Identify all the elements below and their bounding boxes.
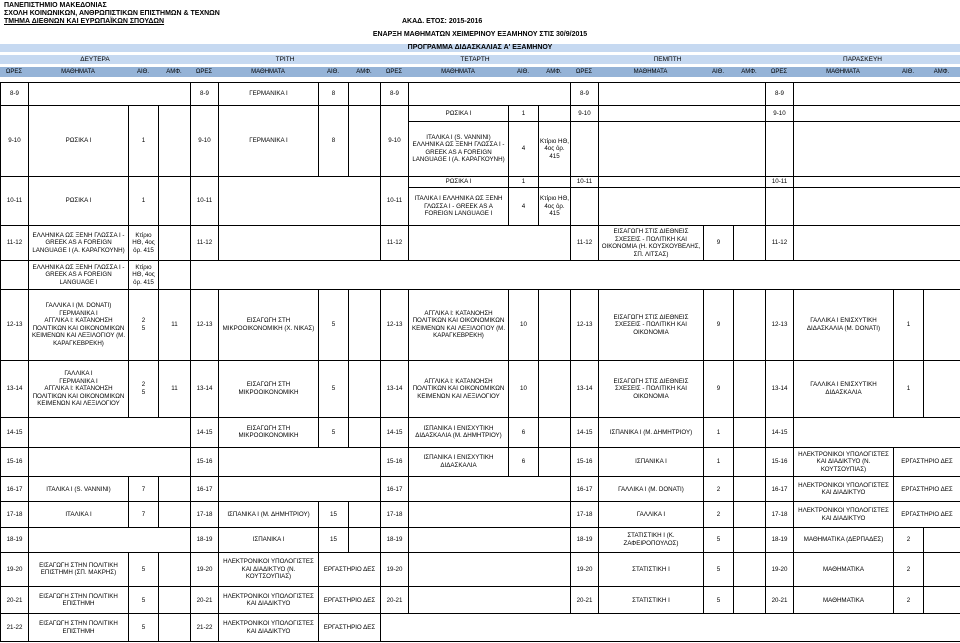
empty-cell [409, 225, 571, 260]
hour-cell: 15-16 [1, 447, 29, 477]
room-cell: ΕΡΓΑΣΤΗΡΙΟ ΔΕΣ [319, 587, 381, 614]
room-cell: 2 [704, 502, 734, 527]
room-cell: 7 [129, 502, 159, 527]
room-cell: 15 [319, 527, 349, 552]
program-title: ΠΡΟΓΡΑΜΜΑ ΔΙΔΑΣΚΑΛΙΑΣ Α' ΕΞΑΜΗΝΟΥ [0, 44, 960, 52]
room-cell: 8 [319, 105, 349, 176]
course-cell: ΙΤΑΛΙΚΑ Ι ΕΛΛΗΝΙΚΑ ΩΣ ΞΕΝΗ ΓΛΩΣΣΑ Ι - GREEK AS A FOREIGN LANGUAGE I [409, 188, 509, 226]
hour-cell: 10-11 [191, 176, 219, 225]
room-cell: ΕΡΓΑΣΤΗΡΙΟ ΔΕΣ [894, 477, 960, 502]
empty-cell [29, 447, 191, 477]
hour-cell: 16-17 [571, 477, 599, 502]
course-cell: ΕΙΣΑΓΩΓΗ ΣΤΙΣ ΔΙΕΘΝΕΙΣ ΣΧΕΣΕΙΣ - ΠΟΛΙΤΙΚΗ ΚΑΙ ΟΙΚΟΝΟΜΙΑ [599, 289, 704, 360]
hour-cell: 16-17 [766, 477, 794, 502]
hours-header: ΩΡΕΣ [770, 69, 788, 75]
hour-cell: 15-16 [381, 447, 409, 477]
hour-cell: 20-21 [571, 587, 599, 614]
room-cell: 2 [894, 527, 924, 552]
empty-cell [349, 360, 381, 417]
empty-cell [794, 188, 960, 226]
course-cell: ΙΣΠΑΝΙΚΑ Ι [219, 527, 319, 552]
room-cell: 1 [509, 105, 539, 121]
hours-header: ΩΡΕΣ [385, 69, 403, 75]
hours-header: ΩΡΕΣ [575, 69, 593, 75]
course-cell: ΕΙΣΑΓΩΓΗ ΣΤΗΝ ΠΟΛΙΤΙΚΗ ΕΠΙΣΤΗΜΗ [29, 614, 129, 642]
hour-cell: 15-16 [766, 447, 794, 477]
hour-cell: 9-10 [571, 105, 599, 121]
room-cell: 9 [704, 360, 734, 417]
room-cell: 5 [704, 527, 734, 552]
hour-cell: 19-20 [571, 552, 599, 586]
hour-cell: 12-13 [571, 289, 599, 360]
empty-cell [29, 83, 191, 106]
hour-cell: 13-14 [1, 360, 29, 417]
empty-cell [924, 360, 960, 417]
course-cell: ΗΛΕΚΤΡΟΝΙΚΟΙ ΥΠΟΛΟΓΙΣΤΕΣ ΚΑΙ ΔΙΑΔΙΚΤΥΟ (Ν. ΚΟΥΤΣΟΥΠΙΑΣ) [794, 447, 894, 477]
course-cell: ΙΣΠΑΝΙΚΑ Ι ΕΝΙΣΧΥΤΙΚΗ ΔΙΔΑΣΚΑΛΙΑ (Μ. ΔΗΜΗΤΡΙΟΥ) [409, 417, 509, 447]
room-cell: 5 [319, 360, 349, 417]
room-cell: Κτίριο ΗΘ, 4ος όρ. 415 [129, 225, 159, 260]
hour-cell: 10-11 [1, 176, 29, 225]
hour-cell: 8-9 [766, 83, 794, 106]
room-cell: 1 [704, 447, 734, 477]
empty-cell [599, 188, 766, 226]
hour-cell: 20-21 [1, 587, 29, 614]
hour-cell: 17-18 [1, 502, 29, 527]
hour-cell: 13-14 [766, 360, 794, 417]
empty-cell [794, 105, 960, 121]
table-row [1, 105, 960, 121]
empty-cell [734, 360, 766, 417]
room-cell: 6 [509, 447, 539, 477]
room-cell: 9 [704, 225, 734, 260]
empty-cell [349, 105, 381, 176]
empty-cell [539, 289, 571, 360]
hour-cell: 8-9 [381, 83, 409, 106]
hour-cell: 18-19 [381, 527, 409, 552]
course-cell: ΕΙΣΑΓΩΓΗ ΣΤΙΣ ΔΙΕΘΝΕΙΣ ΣΧΕΣΕΙΣ - ΠΟΛΙΤΙΚΗ ΚΑΙ ΟΙΚΟΝΟΜΙΑ (Η. ΚΟΥΣΚΟΥΒΕΛΗΣ, ΣΠ. ΛΙΤΣΑΣ) [599, 225, 704, 260]
course-line: ΓΑΛΛΙΚΑ Ι [64, 370, 93, 378]
empty-cell [794, 83, 960, 106]
empty-cell [794, 417, 960, 447]
table-row [1, 225, 960, 260]
empty-cell [219, 225, 381, 260]
hour-cell: 20-21 [766, 587, 794, 614]
course-line: ΑΓΓΛΙΚΑ Ι: ΚΑΤΑΝΟΗΣΗ ΠΟΛΙΤΙΚΩΝ ΚΑΙ ΟΙΚΟΝΟΜΙΚΩΝ ΚΕΙΜΕΝΩΝ ΚΑΙ ΛΕΞΙΛΟΓΙΟΥ (Μ. ΚΑΡΑΓΚΕΒΡΕΚΗ) [31, 317, 126, 347]
table-row [1, 447, 960, 477]
course-cell: ΕΙΣΑΓΩΓΗ ΣΤΙΣ ΔΙΕΘΝΕΙΣ ΣΧΕΣΕΙΣ - ΠΟΛΙΤΙΚΗ ΚΑΙ ΟΙΚΟΝΟΜΙΑ [599, 360, 704, 417]
course-line: ΓΕΡΜΑΝΙΚΑ Ι [59, 377, 98, 385]
course-cell [29, 360, 129, 417]
hour-cell: 18-19 [766, 527, 794, 552]
empty-cell [734, 552, 766, 586]
room-cell: 5 [129, 614, 159, 642]
empty-cell [29, 417, 191, 447]
room-header: ΑΙΘ. [136, 69, 149, 75]
empty-cell [159, 552, 191, 586]
room-cell: 10 [509, 360, 539, 417]
hour-cell: 19-20 [1, 552, 29, 586]
hour-cell: 13-14 [571, 360, 599, 417]
amph-header: ΑΜΦ. [546, 69, 562, 75]
academic-year: ΑΚΑΔ. ΕΤΟΣ: 2015-2016 [402, 18, 483, 25]
empty-cell [191, 261, 960, 290]
hour-cell: 17-18 [766, 502, 794, 527]
empty-cell [159, 105, 191, 176]
course-cell: ΣΤΑΤΙΣΤΙΚΗ Ι (Κ. ΖΑΦΕΙΡΟΠΟΥΛΟΣ) [599, 527, 704, 552]
empty-cell [159, 614, 191, 642]
room-line: 2 [141, 381, 146, 389]
course-cell: ΓΕΡΜΑΝΙΚΑ Ι [219, 105, 319, 176]
room-header: ΑΙΘ. [711, 69, 724, 75]
room-cell: 1 [129, 105, 159, 176]
empty-cell [159, 261, 191, 290]
hour-cell: 21-22 [1, 614, 29, 642]
hour-cell: 11-12 [191, 225, 219, 260]
hour-cell: 17-18 [381, 502, 409, 527]
empty-cell [924, 289, 960, 360]
empty-cell [409, 477, 571, 502]
course-cell: ΗΛΕΚΤΡΟΝΙΚΟΙ ΥΠΟΛΟΓΙΣΤΕΣ ΚΑΙ ΔΙΑΔΙΚΤΥΟ [794, 477, 894, 502]
amph-header: ΑΜΦ. [166, 69, 182, 75]
empty-cell [539, 360, 571, 417]
room-cell: 5 [129, 552, 159, 586]
empty-cell [409, 527, 571, 552]
amph-header: ΑΜΦ. [933, 69, 950, 75]
table-row [1, 614, 960, 642]
hour-cell: 9-10 [1, 105, 29, 176]
hour-cell: 10-11 [381, 176, 409, 225]
table-row [1, 587, 960, 614]
empty-cell [539, 105, 571, 121]
empty-cell [766, 188, 794, 226]
empty-cell [409, 502, 571, 527]
course-cell: ΣΤΑΤΙΣΤΙΚΗ Ι [599, 587, 704, 614]
course-cell: ΕΙΣΑΓΩΓΗ ΣΤΗ ΜΙΚΡΟΟΙΚΟΝΟΜΙΚΗ (Χ. ΝΙΚΑΣ) [219, 289, 319, 360]
course-cell [29, 289, 129, 360]
table-row [1, 83, 960, 106]
empty-cell [349, 527, 381, 552]
schedule-table [0, 82, 960, 642]
room-header: ΑΙΘ. [326, 69, 339, 75]
course-cell: ΕΛΛΗΝΙΚΑ ΩΣ ΞΕΝΗ ΓΛΩΣΣΑ Ι - GREEK AS A FOREIGN LANGUAGE I [29, 261, 129, 290]
empty-cell [734, 225, 766, 260]
empty-cell [734, 447, 766, 477]
hours-header: ΩΡΕΣ [195, 69, 213, 75]
course-cell: ΜΑΘΗΜΑΤΙΚΑ [794, 587, 894, 614]
hour-cell: 21-22 [191, 614, 219, 642]
amph-cell: 11 [159, 360, 191, 417]
empty-cell [349, 289, 381, 360]
course-cell: ΗΛΕΚΤΡΟΝΙΚΟΙ ΥΠΟΛΟΓΙΣΤΕΣ ΚΑΙ ΔΙΑΔΙΚΤΥΟ [794, 502, 894, 527]
course-cell: ΡΩΣΙΚΑ Ι [29, 176, 129, 225]
room-cell: 10 [509, 289, 539, 360]
empty-cell [409, 552, 571, 586]
empty-cell [219, 477, 381, 502]
empty-cell [349, 83, 381, 106]
hour-cell: 16-17 [1, 477, 29, 502]
hours-header: ΩΡΕΣ [5, 69, 23, 75]
hour-cell: 18-19 [571, 527, 599, 552]
course-cell: ΡΩΣΙΚΑ Ι [409, 176, 509, 187]
empty-cell [409, 83, 571, 106]
room-cell: 5 [704, 587, 734, 614]
hour-cell: 17-18 [571, 502, 599, 527]
table-row [1, 502, 960, 527]
course-cell: ΕΙΣΑΓΩΓΗ ΣΤΗ ΜΙΚΡΟΟΙΚΟΝΟΜΙΚΗ [219, 417, 319, 447]
empty-cell [159, 176, 191, 225]
room-cell: 15 [319, 502, 349, 527]
hour-cell: 8-9 [1, 83, 29, 106]
course-cell: ΕΙΣΑΓΩΓΗ ΣΤΗΝ ΠΟΛΙΤΙΚΗ ΕΠΙΣΤΗΜΗ [29, 587, 129, 614]
hour-cell: 8-9 [191, 83, 219, 106]
empty-cell [29, 527, 191, 552]
day-wednesday: ΤΕΤΑΡΤΗ [460, 56, 490, 63]
room-cell: 5 [129, 587, 159, 614]
room-cell: 4 [509, 121, 539, 176]
table-row [1, 552, 960, 586]
day-monday: ΔΕΥΤΕΡΑ [80, 56, 110, 63]
room-cell: ΕΡΓΑΣΤΗΡΙΟ ΔΕΣ [894, 502, 960, 527]
empty-cell [734, 477, 766, 502]
course-cell: ΑΓΓΛΙΚΑ Ι: ΚΑΤΑΝΟΗΣΗ ΠΟΛΙΤΙΚΩΝ ΚΑΙ ΟΙΚΟΝΟΜΙΚΩΝ ΚΕΙΜΕΝΩΝ ΚΑΙ ΛΕΞΙΛΟΓΙΟΥ (Μ. ΚΑΡΑΓΚΕΒΡΕΚΗ) [409, 289, 509, 360]
hour-cell: 18-19 [191, 527, 219, 552]
room-cell: Κτίριο ΗΘ, 4ος όρ. 415 [129, 261, 159, 290]
empty-cell [349, 502, 381, 527]
empty-cell [409, 587, 571, 614]
course-cell: ΙΣΠΑΝΙΚΑ Ι [599, 447, 704, 477]
course-cell: ΓΑΛΛΙΚΑ Ι ΕΝΙΣΧΥΤΙΚΗ ΔΙΔΑΣΚΑΛΙΑ [794, 360, 894, 417]
room-cell: 1 [894, 360, 924, 417]
course-cell: ΓΕΡΜΑΝΙΚΑ Ι [219, 83, 319, 106]
course-line: ΑΓΓΛΙΚΑ Ι: ΚΑΤΑΝΟΗΣΗ ΠΟΛΙΤΙΚΩΝ ΚΑΙ ΟΙΚΟΝΟΜΙΚΩΝ ΚΕΙΜΕΝΩΝ ΚΑΙ ΛΕΞΙΛΟΓΙΟΥ [32, 385, 125, 408]
room-line: 2 [141, 317, 146, 325]
table-row [1, 289, 960, 360]
course-cell: ΣΤΑΤΙΣΤΙΚΗ Ι [599, 552, 704, 586]
empty-cell [599, 105, 766, 121]
room-cell: 7 [129, 477, 159, 502]
room-cell: 1 [704, 417, 734, 447]
room-cell: 8 [319, 83, 349, 106]
empty-cell [924, 587, 960, 614]
room-cell: 2 [894, 587, 924, 614]
empty-cell [734, 587, 766, 614]
course-line: ΓΑΛΛΙΚΑ Ι (Μ. DONATI) [45, 302, 112, 310]
empty-cell [571, 188, 599, 226]
course-cell: ΓΑΛΛΙΚΑ Ι ΕΝΙΣΧΥΤΙΚΗ ΔΙΔΑΣΚΑΛΙΑ (Μ. DONATI) [794, 289, 894, 360]
room-cell: 1 [509, 176, 539, 187]
courses-header: ΜΑΘΗΜΑΤΑ [826, 69, 860, 75]
hour-cell: 11-12 [381, 225, 409, 260]
course-cell: ΡΩΣΙΚΑ Ι [29, 105, 129, 176]
empty-cell [734, 289, 766, 360]
course-cell: ΙΣΠΑΝΙΚΑ Ι (Μ. ΔΗΜΗΤΡΙΟΥ) [599, 417, 704, 447]
empty-cell [734, 417, 766, 447]
empty-cell [539, 417, 571, 447]
table-row [1, 261, 960, 290]
table-row [1, 417, 960, 447]
empty-cell [571, 121, 599, 176]
empty-cell [159, 477, 191, 502]
empty-cell [794, 121, 960, 176]
empty-cell [599, 83, 766, 106]
hour-cell: 12-13 [191, 289, 219, 360]
room-header: ΑΙΘ. [516, 69, 529, 75]
room-cell: 9 [704, 289, 734, 360]
empty-cell [349, 417, 381, 447]
room-line: 5 [141, 324, 146, 332]
hour-cell: 12-13 [1, 289, 29, 360]
course-cell: ΜΑΘΗΜΑΤΙΚΑ (ΔΕΡΠΑΔΕΣ) [794, 527, 894, 552]
room-cell [129, 289, 159, 360]
empty-cell [599, 121, 766, 176]
empty-cell [159, 225, 191, 260]
empty-cell [924, 552, 960, 586]
hour-cell: 20-21 [381, 587, 409, 614]
courses-header: ΜΑΘΗΜΑΤΑ [441, 69, 475, 75]
day-thursday: ΠΕΜΠΤΗ [653, 56, 682, 63]
hour-cell: 13-14 [381, 360, 409, 417]
empty-cell [794, 225, 960, 260]
course-line: ΓΕΡΜΑΝΙΚΑ Ι [59, 309, 98, 317]
room-cell: 1 [894, 289, 924, 360]
day-friday: ΠΑΡΑΣΚΕΥΗ [843, 56, 882, 63]
hour-cell: 14-15 [1, 417, 29, 447]
course-cell: ΜΑΘΗΜΑΤΙΚΑ [794, 552, 894, 586]
hour-cell: 9-10 [191, 105, 219, 176]
hour-cell: 14-15 [571, 417, 599, 447]
empty-cell [599, 176, 766, 187]
table-row [1, 176, 960, 187]
empty-cell [924, 527, 960, 552]
hour-cell: 15-16 [191, 447, 219, 477]
hour-cell: 9-10 [766, 105, 794, 121]
amph-cell: Κτίριο ΗΘ, 4ος όρ. 415 [539, 188, 571, 226]
empty-cell [381, 614, 960, 642]
university-name: ΠΑΝΕΠΙΣΤΗΜΙΟ ΜΑΚΕΔΟΝΙΑΣ [4, 2, 107, 9]
empty-cell [766, 121, 794, 176]
empty-cell [219, 447, 381, 477]
table-row [1, 360, 960, 417]
hour-cell: 20-21 [191, 587, 219, 614]
hour-cell: 10-11 [571, 176, 599, 187]
course-cell: ΡΩΣΙΚΑ Ι [409, 105, 509, 121]
hour-cell: 11-12 [1, 225, 29, 260]
room-header: ΑΙΘ. [901, 69, 914, 75]
room-cell: 6 [509, 417, 539, 447]
hour-cell: 14-15 [191, 417, 219, 447]
hour-cell: 16-17 [191, 477, 219, 502]
hour-cell: 13-14 [191, 360, 219, 417]
start-notice: ΕΝΑΡΞΗ ΜΑΘΗΜΑΤΩΝ ΧΕΙΜΕΡΙΝΟΥ ΕΞΑΜΗΝΟΥ ΣΤΙΣ 30/9/2015 [372, 31, 588, 38]
room-cell: ΕΡΓΑΣΤΗΡΙΟ ΔΕΣ [894, 447, 960, 477]
course-cell: ΕΛΛΗΝΙΚΑ ΩΣ ΞΕΝΗ ΓΛΩΣΣΑ Ι - GREEK AS A FOREIGN LANGUAGE I (Α. ΚΑΡΑΓΚΟΥΝΗ) [29, 225, 129, 260]
hour-cell: 11-12 [571, 225, 599, 260]
empty-cell [219, 176, 381, 225]
hour-cell: 19-20 [381, 552, 409, 586]
courses-header: ΜΑΘΗΜΑΤΑ [251, 69, 285, 75]
empty-cell [734, 527, 766, 552]
empty-cell [539, 176, 571, 187]
room-cell: 5 [704, 552, 734, 586]
hour-cell: 19-20 [191, 552, 219, 586]
course-cell: ΙΤΑΛΙΚΑ Ι [29, 502, 129, 527]
course-cell: ΗΛΕΚΤΡΟΝΙΚΟΙ ΥΠΟΛΟΓΙΣΤΕΣ ΚΑΙ ΔΙΑΔΙΚΤΥΟ (Ν. ΚΟΥΤΣΟΥΠΙΑΣ) [219, 552, 319, 586]
room-cell: ΕΡΓΑΣΤΗΡΙΟ ΔΕΣ [319, 552, 381, 586]
hour-cell: 11-12 [766, 225, 794, 260]
hour-cell: 8-9 [571, 83, 599, 106]
course-cell: ΑΓΓΛΙΚΑ Ι: ΚΑΤΑΝΟΗΣΗ ΠΟΛΙΤΙΚΩΝ ΚΑΙ ΟΙΚΟΝΟΜΙΚΩΝ ΚΕΙΜΕΝΩΝ ΚΑΙ ΛΕΞΙΛΟΓΙΟΥ [409, 360, 509, 417]
hour-cell: 14-15 [381, 417, 409, 447]
hour-cell: 15-16 [571, 447, 599, 477]
empty-cell [159, 502, 191, 527]
course-cell: ΗΛΕΚΤΡΟΝΙΚΟΙ ΥΠΟΛΟΓΙΣΤΕΣ ΚΑΙ ΔΙΑΔΙΚΤΥΟ [219, 587, 319, 614]
hour-cell: 16-17 [381, 477, 409, 502]
empty-cell [794, 176, 960, 187]
room-cell: 2 [894, 552, 924, 586]
table-row [1, 477, 960, 502]
room-cell [129, 360, 159, 417]
department-name: ΤΜΗΜΑ ΔΙΕΘΝΩΝ ΚΑΙ ΕΥΡΩΠΑΪΚΩΝ ΣΠΟΥΔΩΝ [4, 18, 165, 25]
courses-header: ΜΑΘΗΜΑΤΑ [633, 69, 668, 75]
room-line: 5 [141, 388, 146, 396]
hour-cell: 14-15 [766, 417, 794, 447]
course-cell: ΗΛΕΚΤΡΟΝΙΚΟΙ ΥΠΟΛΟΓΙΣΤΕΣ ΚΑΙ ΔΙΑΔΙΚΤΥΟ [219, 614, 319, 642]
empty-cell [1, 261, 29, 290]
course-cell: ΓΑΛΛΙΚΑ Ι (Μ. DONATI) [599, 477, 704, 502]
amph-header: ΑΜΦ. [741, 69, 757, 75]
room-cell: 5 [319, 417, 349, 447]
hour-cell: 10-11 [766, 176, 794, 187]
hour-cell: 19-20 [766, 552, 794, 586]
empty-cell [159, 587, 191, 614]
course-cell: ΙΣΠΑΝΙΚΑ Ι ΕΝΙΣΧΥΤΙΚΗ ΔΙΔΑΣΚΑΛΙΑ [409, 447, 509, 477]
hour-cell: 12-13 [766, 289, 794, 360]
course-cell: ΕΙΣΑΓΩΓΗ ΣΤΗΝ ΠΟΛΙΤΙΚΗ ΕΠΙΣΤΗΜΗ (ΣΠ. ΜΑΚΡΗΣ) [29, 552, 129, 586]
hour-cell: 9-10 [381, 105, 409, 176]
empty-cell [539, 447, 571, 477]
course-cell: ΙΤΑΛΙΚΑ Ι (S. VANNINI) [29, 477, 129, 502]
amph-header: ΑΜΦ. [356, 69, 372, 75]
amph-cell: 11 [159, 289, 191, 360]
hour-cell: 17-18 [191, 502, 219, 527]
amph-cell: Κτίριο ΗΘ, 4ος όρ. 415 [539, 121, 571, 176]
room-cell: ΕΡΓΑΣΤΗΡΙΟ ΔΕΣ [319, 614, 381, 642]
course-cell: ΓΑΛΛΙΚΑ Ι [599, 502, 704, 527]
school-name: ΣΧΟΛΗ ΚΟΙΝΩΝΙΚΩΝ, ΑΝΘΡΩΠΙΣΤΙΚΩΝ ΕΠΙΣΤΗΜΩΝ & ΤΕΧΝΩΝ [4, 10, 220, 17]
table-row [1, 527, 960, 552]
course-cell: ΕΙΣΑΓΩΓΗ ΣΤΗ ΜΙΚΡΟΟΙΚΟΝΟΜΙΚΗ [219, 360, 319, 417]
room-cell: 2 [704, 477, 734, 502]
room-cell: 4 [509, 188, 539, 226]
room-cell: 1 [129, 176, 159, 225]
hour-cell: 12-13 [381, 289, 409, 360]
course-cell: ΙΣΠΑΝΙΚΑ Ι (Μ. ΔΗΜΗΤΡΙΟΥ) [219, 502, 319, 527]
hour-cell: 18-19 [1, 527, 29, 552]
courses-header: ΜΑΘΗΜΑΤΑ [61, 69, 95, 75]
course-cell: ΙΤΑΛΙΚΑ Ι (S. VANNINI) ΕΛΛΗΝΙΚΑ ΩΣ ΞΕΝΗ ΓΛΩΣΣΑ Ι - GREEK AS A FOREIGN LANGUAGE I (Α. ΚΑΡΑΓΚΟΥΝΗ) [409, 121, 509, 176]
day-tuesday: ΤΡΙΤΗ [275, 56, 295, 63]
room-cell: 5 [319, 289, 349, 360]
empty-cell [734, 502, 766, 527]
